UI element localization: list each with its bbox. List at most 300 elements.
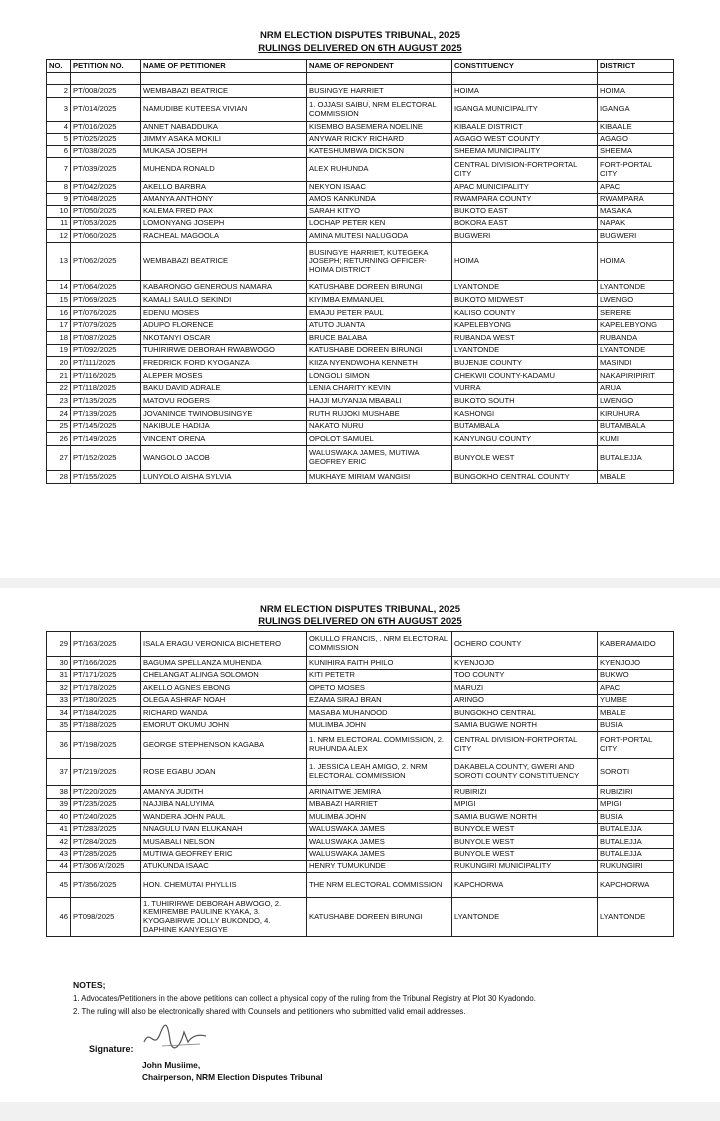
cell-petitioner: MUHENDA RONALD <box>141 158 307 182</box>
cell-district: FORT-PORTAL CITY <box>598 732 674 759</box>
cell-district: BUTALEJJA <box>598 824 674 836</box>
table-row <box>47 73 674 85</box>
table-row <box>47 218 674 230</box>
signature-label: Signature: <box>89 1044 134 1054</box>
cell-petition-no: PT/111/2025 <box>71 357 141 370</box>
cell-respondent: OPOLOT SAMUEL <box>307 433 452 446</box>
cell-respondent: MASABA MUHANOOD <box>307 707 452 720</box>
cell-no: 2 <box>47 85 71 98</box>
cell-petitioner: MUSABALI NELSON <box>141 836 307 849</box>
cell-petition-no: PT/184/2025 <box>71 707 141 720</box>
cell-petitioner: LOMONYANG JOSEPH <box>141 218 307 230</box>
cell-constituency: OCHERO COUNTY <box>452 632 598 657</box>
table-row <box>47 695 674 707</box>
cell-no: 6 <box>47 146 71 158</box>
document-subtitle: RULINGS DELIVERED ON 6TH AUGUST 2025 <box>258 616 462 627</box>
cell-no: 22 <box>47 383 71 395</box>
cell-constituency: LYANTONDE <box>452 281 598 294</box>
cell-no: 40 <box>47 811 71 824</box>
cell-no: 33 <box>47 695 71 707</box>
cell-petitioner: WANDERA JOHN PAUL <box>141 811 307 824</box>
notes-section <box>73 979 693 1018</box>
cell-district: RUKUNGIRI <box>598 861 674 873</box>
cell-respondent <box>307 73 452 85</box>
cell-petition-no: PT/025/2025 <box>71 134 141 146</box>
cell-no: 21 <box>47 370 71 383</box>
cell-constituency: BUKOTO EAST <box>452 206 598 218</box>
cell-petitioner: LUNYOLO AISHA SYLVIA <box>141 471 307 484</box>
cell-no: 7 <box>47 158 71 182</box>
cell-no: 45 <box>47 873 71 898</box>
cell-no: 5 <box>47 134 71 146</box>
cell-district: SERERE <box>598 307 674 320</box>
cell-constituency: RUBIRIZI <box>452 786 598 799</box>
cell-district: APAC <box>598 182 674 194</box>
cell-district: BUTALEJJA <box>598 849 674 861</box>
document-subtitle: RULINGS DELIVERED ON 6TH AUGUST 2025 <box>258 43 462 54</box>
table-row <box>47 682 674 695</box>
cell-no: 32 <box>47 682 71 695</box>
cell-constituency: ARINGO <box>452 695 598 707</box>
cell-petition-no: PT/155/2025 <box>71 471 141 484</box>
cell-petition-no: PT/283/2025 <box>71 824 141 836</box>
cell-petition-no: PT/235/2025 <box>71 799 141 811</box>
cell-petition-no: PT098/2025 <box>71 898 141 937</box>
cell-petition-no <box>71 73 141 85</box>
cell-petitioner: KABARONGO GENEROUS NAMARA <box>141 281 307 294</box>
cell-respondent: OKULLO FRANCIS, . NRM ELECTORAL COMMISSION <box>307 632 452 657</box>
table-row <box>47 657 674 670</box>
cell-petitioner: KALEMA FRED PAX <box>141 206 307 218</box>
cell-constituency: LYANTONDE <box>452 898 598 937</box>
table-row <box>47 849 674 861</box>
cell-district: LYANTONDE <box>598 898 674 937</box>
cell-petition-no: PT/180/2025 <box>71 695 141 707</box>
cell-respondent: LOCHAP PETER KEN <box>307 218 452 230</box>
cell-constituency: CENTRAL DIVISION-FORTPORTAL CITY <box>452 158 598 182</box>
cell-district: KAPCHORWA <box>598 873 674 898</box>
cell-respondent: LONGOLI SIMON <box>307 370 452 383</box>
table-row <box>47 786 674 799</box>
cell-petition-no: PT/163/2025 <box>71 632 141 657</box>
cell-district: NAPAK <box>598 218 674 230</box>
cell-no: 44 <box>47 861 71 873</box>
cell-constituency: AGAGO WEST COUNTY <box>452 134 598 146</box>
cell-petition-no: PT/060/2025 <box>71 230 141 243</box>
cell-no: 8 <box>47 182 71 194</box>
cell-constituency: RUKUNGIRI MUNICIPALITY <box>452 861 598 873</box>
cell-constituency: SAMIA BUGWE NORTH <box>452 720 598 732</box>
cell-petitioner: BAKU DAVID ADRALE <box>141 383 307 395</box>
rulings-table <box>46 631 674 937</box>
cell-no: 19 <box>47 345 71 357</box>
cell-respondent: 1. OJJASI SAIBU, NRM ELECTORAL COMMISSION <box>307 98 452 122</box>
cell-respondent: ATUTO JUANTA <box>307 320 452 332</box>
cell-no: 4 <box>47 122 71 134</box>
cell-no: 3 <box>47 98 71 122</box>
cell-petitioner: HON. CHEMUTAI PHYLLIS <box>141 873 307 898</box>
table-row <box>47 122 674 134</box>
cell-district: KYENJOJO <box>598 657 674 670</box>
cell-petitioner: RACHEAL MAGOOLA <box>141 230 307 243</box>
cell-no: 42 <box>47 836 71 849</box>
cell-petitioner: ISALA ERAGU VERONICA BICHETERO <box>141 632 307 657</box>
cell-petitioner: MUTIWA GEOFREY ERIC <box>141 849 307 861</box>
cell-petition-no: PT/038/2025 <box>71 146 141 158</box>
handwritten-signature <box>140 1022 210 1057</box>
cell-petitioner: WEMBABAZI BEATRICE <box>141 85 307 98</box>
cell-no: 16 <box>47 307 71 320</box>
cell-no: 34 <box>47 707 71 720</box>
cell-respondent: MUKHAYE MIRIAM WANGISI <box>307 471 452 484</box>
cell-petitioner: EDENU MOSES <box>141 307 307 320</box>
cell-respondent: KATUSHABE DOREEN BIRUNGI <box>307 898 452 937</box>
cell-district: MBALE <box>598 707 674 720</box>
cell-respondent: EMAJU PETER PAUL <box>307 307 452 320</box>
cell-petitioner: NNAGULU IVAN ELUKANAH <box>141 824 307 836</box>
cell-petitioner: NAKIBULE HADIJA <box>141 421 307 433</box>
cell-constituency: BUGWERI <box>452 230 598 243</box>
cell-district: RUBIZIRI <box>598 786 674 799</box>
cell-petition-no: PT/064/2025 <box>71 281 141 294</box>
cell-respondent: LENIA CHARITY KEVIN <box>307 383 452 395</box>
table-row <box>47 243 674 281</box>
cell-petitioner: 1. TUHIRIRWE DEBORAH ABWOGO, 2. KEMIREMBE PAULINE KYAKA, 3. KYOGABIRWE JOLLY BUKONDO, 4. DAPHINE KANYESIGYE <box>141 898 307 937</box>
cell-no: 17 <box>47 320 71 332</box>
cell-petition-no: PT/079/2025 <box>71 320 141 332</box>
cell-petition-no: PT/048/2025 <box>71 194 141 206</box>
cell-district: SOROTI <box>598 759 674 786</box>
cell-petitioner: MUKASA JOSEPH <box>141 146 307 158</box>
cell-respondent: WALUSWAKA JAMES <box>307 849 452 861</box>
cell-district: HOIMA <box>598 243 674 281</box>
cell-respondent: KITI PETETR <box>307 670 452 682</box>
table-row <box>47 357 674 370</box>
cell-petition-no: PT/284/2025 <box>71 836 141 849</box>
cell-constituency <box>452 73 598 85</box>
note-item: 2. The ruling will also be electronically shared with Counsels and petitioners who submitted valid email addresses. <box>73 1007 466 1016</box>
cell-constituency: BUNGOKHO CENTRAL <box>452 707 598 720</box>
cell-district: AGAGO <box>598 134 674 146</box>
cell-petitioner: WANGOLO JACOB <box>141 446 307 471</box>
cell-respondent: THE NRM ELECTORAL COMMISSION <box>307 873 452 898</box>
cell-no: 23 <box>47 395 71 408</box>
cell-constituency: VURRA <box>452 383 598 395</box>
cell-petitioner: ANNET NABADDUKA <box>141 122 307 134</box>
cell-respondent: EZAMA SIRAJ BRAN <box>307 695 452 707</box>
cell-no: 24 <box>47 408 71 421</box>
table-row <box>47 824 674 836</box>
cell-constituency: KALISO COUNTY <box>452 307 598 320</box>
signatory-block <box>142 1059 323 1083</box>
cell-respondent: 1. JESSICA LEAH AMIGO, 2. NRM ELECTORAL COMMISSION <box>307 759 452 786</box>
cell-petition-no: PT/356/2025 <box>71 873 141 898</box>
table-row <box>47 446 674 471</box>
cell-petitioner: FREDRICK FORD KYOGANZA <box>141 357 307 370</box>
cell-no: 36 <box>47 732 71 759</box>
cell-petition-no: PT/306'A'/2025 <box>71 861 141 873</box>
cell-respondent: KISEMBO BASEMERA NOELINE <box>307 122 452 134</box>
cell-petitioner <box>141 73 307 85</box>
cell-petition-no: PT/050/2025 <box>71 206 141 218</box>
cell-petitioner: GEORGE STEPHENSON KAGABA <box>141 732 307 759</box>
table-row <box>47 307 674 320</box>
cell-petition-no: PT/145/2025 <box>71 421 141 433</box>
table-row <box>47 182 674 194</box>
cell-respondent: HAJJI MUYANJA MBABALI <box>307 395 452 408</box>
cell-constituency: KAPCHORWA <box>452 873 598 898</box>
table-row <box>47 98 674 122</box>
cell-petitioner: MATOVU ROGERS <box>141 395 307 408</box>
cell-no: 29 <box>47 632 71 657</box>
document-title: NRM ELECTION DISPUTES TRIBUNAL, 2025 <box>259 30 461 41</box>
cell-respondent: ARINAITWE JEMIRA <box>307 786 452 799</box>
table-row <box>47 873 674 898</box>
cell-district: BUSIA <box>598 720 674 732</box>
cell-district: BUKWO <box>598 670 674 682</box>
cell-no: 28 <box>47 471 71 484</box>
cell-district: KABERAMAIDO <box>598 632 674 657</box>
cell-constituency: MARUZI <box>452 682 598 695</box>
table-row <box>47 85 674 98</box>
cell-petition-no: PT/118/2025 <box>71 383 141 395</box>
column-header-district: DISTRICT <box>598 60 674 73</box>
cell-petitioner: KAMALI SAULO SEKINDI <box>141 294 307 307</box>
cell-district: BUTALEJJA <box>598 446 674 471</box>
cell-respondent: SARAH KITYO <box>307 206 452 218</box>
cell-respondent: KUNIHIRA FAITH PHILO <box>307 657 452 670</box>
cell-petition-no: PT/149/2025 <box>71 433 141 446</box>
cell-petition-no: PT/152/2025 <box>71 446 141 471</box>
cell-respondent: BUSINGYE HARRIET <box>307 85 452 98</box>
table-row <box>47 707 674 720</box>
table-row <box>47 383 674 395</box>
cell-petition-no: PT/171/2025 <box>71 670 141 682</box>
cell-no: 12 <box>47 230 71 243</box>
cell-constituency: BUJENJE COUNTY <box>452 357 598 370</box>
cell-petition-no: PT/062/2025 <box>71 243 141 281</box>
cell-petitioner: NKOTANYI OSCAR <box>141 332 307 345</box>
cell-district: BUSIA <box>598 811 674 824</box>
cell-constituency: BUNYOLE WEST <box>452 824 598 836</box>
cell-district: MASAKA <box>598 206 674 218</box>
cell-constituency: BUNYOLE WEST <box>452 849 598 861</box>
cell-respondent: AMINA MUTESI NALUGODA <box>307 230 452 243</box>
table-row <box>47 281 674 294</box>
cell-no: 38 <box>47 786 71 799</box>
cell-no: 26 <box>47 433 71 446</box>
cell-petition-no: PT/069/2025 <box>71 294 141 307</box>
cell-petitioner: ALEPER MOSES <box>141 370 307 383</box>
cell-petitioner: TUHIRIRWE DEBORAH RWABWOGO <box>141 345 307 357</box>
signatory-name: John Musiime, <box>142 1060 201 1070</box>
cell-petition-no: PT/285/2025 <box>71 849 141 861</box>
cell-no <box>47 73 71 85</box>
cell-constituency: CENTRAL DIVISION-FORTPORTAL CITY <box>452 732 598 759</box>
table-row <box>47 632 674 657</box>
cell-no: 20 <box>47 357 71 370</box>
cell-no: 9 <box>47 194 71 206</box>
cell-district: ARUA <box>598 383 674 395</box>
cell-district: BUGWERI <box>598 230 674 243</box>
cell-petition-no: PT/053/2025 <box>71 218 141 230</box>
cell-constituency: SHEEMA MUNICIPALITY <box>452 146 598 158</box>
cell-constituency: KANYUNGU COUNTY <box>452 433 598 446</box>
cell-constituency: BUKOTO MIDWEST <box>452 294 598 307</box>
cell-petitioner: JIMMY ASAKA MOKILI <box>141 134 307 146</box>
cell-petition-no: PT/178/2025 <box>71 682 141 695</box>
cell-respondent: MULIMBA JOHN <box>307 720 452 732</box>
cell-constituency: BUNGOKHO CENTRAL COUNTY <box>452 471 598 484</box>
table-row <box>47 294 674 307</box>
cell-petition-no: PT/220/2025 <box>71 786 141 799</box>
table-row <box>47 720 674 732</box>
cell-constituency: BUKOTO SOUTH <box>452 395 598 408</box>
cell-petition-no: PT/219/2025 <box>71 759 141 786</box>
table-row <box>47 732 674 759</box>
document-title: NRM ELECTION DISPUTES TRIBUNAL, 2025 <box>259 604 461 615</box>
table-row <box>47 471 674 484</box>
cell-district: YUMBE <box>598 695 674 707</box>
table-row <box>47 811 674 824</box>
cell-petition-no: PT/135/2025 <box>71 395 141 408</box>
cell-petition-no: PT/139/2025 <box>71 408 141 421</box>
table-row <box>47 146 674 158</box>
cell-petitioner: ATUKUNDA ISAAC <box>141 861 307 873</box>
cell-constituency: DAKABELA COUNTY, GWERI AND SOROTI COUNTY CONSTITUENCY <box>452 759 598 786</box>
cell-petitioner: AKELLO AGNES EBONG <box>141 682 307 695</box>
table-row <box>47 836 674 849</box>
cell-no: 13 <box>47 243 71 281</box>
cell-district: KIRUHURA <box>598 408 674 421</box>
cell-constituency: BOKORA EAST <box>452 218 598 230</box>
cell-constituency: TOO COUNTY <box>452 670 598 682</box>
cell-petition-no: PT/240/2025 <box>71 811 141 824</box>
cell-no: 30 <box>47 657 71 670</box>
cell-petitioner: NAMUDIBE KUTEESA VIVIAN <box>141 98 307 122</box>
table-row <box>47 345 674 357</box>
cell-district: KIBAALE <box>598 122 674 134</box>
table-row <box>47 861 674 873</box>
cell-constituency: BUNYOLE WEST <box>452 446 598 471</box>
cell-district: RWAMPARA <box>598 194 674 206</box>
table-row <box>47 194 674 206</box>
cell-petitioner: NAJJIBA NALUYIMA <box>141 799 307 811</box>
cell-constituency: KYENJOJO <box>452 657 598 670</box>
note-item: 1. Advocates/Petitioners in the above petitions can collect a physical copy of the ruling from the Tribunal Registry at Plot 30 Kyadondo. <box>73 994 536 1003</box>
cell-respondent: MBABAZI HARRIET <box>307 799 452 811</box>
cell-no: 43 <box>47 849 71 861</box>
cell-petitioner: ROSE EGABU JOAN <box>141 759 307 786</box>
cell-petitioner: AMANYA ANTHONY <box>141 194 307 206</box>
cell-respondent: KIYIMBA EMMANUEL <box>307 294 452 307</box>
document-page-2 <box>0 588 720 1102</box>
cell-no: 35 <box>47 720 71 732</box>
cell-petitioner: AKELLO BARBRA <box>141 182 307 194</box>
notes-title: NOTES; <box>73 980 106 990</box>
cell-constituency: HOIMA <box>452 85 598 98</box>
cell-petition-no: PT/116/2025 <box>71 370 141 383</box>
cell-no: 18 <box>47 332 71 345</box>
cell-no: 46 <box>47 898 71 937</box>
cell-district: NAKAPIRIPIRIT <box>598 370 674 383</box>
cell-petition-no: PT/166/2025 <box>71 657 141 670</box>
cell-constituency: KASHONGI <box>452 408 598 421</box>
table-row <box>47 332 674 345</box>
cell-petition-no: PT/188/2025 <box>71 720 141 732</box>
table-row <box>47 230 674 243</box>
table-row <box>47 433 674 446</box>
cell-constituency: BUNYOLE WEST <box>452 836 598 849</box>
cell-respondent: AMOS KANKUNDA <box>307 194 452 206</box>
cell-respondent: RUTH RUJOKI MUSHABE <box>307 408 452 421</box>
cell-petitioner: WEMBABAZI BEATRICE <box>141 243 307 281</box>
cell-district: LWENGO <box>598 395 674 408</box>
cell-district: LYANTONDE <box>598 345 674 357</box>
cell-constituency: HOIMA <box>452 243 598 281</box>
cell-petitioner: RICHARD WANDA <box>141 707 307 720</box>
cell-no: 10 <box>47 206 71 218</box>
cell-district: HOIMA <box>598 85 674 98</box>
table-row <box>47 158 674 182</box>
cell-no: 27 <box>47 446 71 471</box>
table-row <box>47 395 674 408</box>
table-row <box>47 421 674 433</box>
cell-no: 37 <box>47 759 71 786</box>
cell-respondent: HENRY TUMUKUNDE <box>307 861 452 873</box>
cell-petitioner: AMANYA JUDITH <box>141 786 307 799</box>
cell-respondent: BUSINGYE HARRIET, KUTEGEKA JOSEPH; RETURNING OFFICER-HOIMA DISTRICT <box>307 243 452 281</box>
cell-respondent: KATUSHABE DOREEN BIRUNGI <box>307 345 452 357</box>
cell-petition-no: PT/014/2025 <box>71 98 141 122</box>
cell-district: IGANGA <box>598 98 674 122</box>
cell-district: MBALE <box>598 471 674 484</box>
cell-petitioner: EMORUT OKUMU JOHN <box>141 720 307 732</box>
cell-district: KAPELEBYONG <box>598 320 674 332</box>
cell-petition-no: PT/039/2025 <box>71 158 141 182</box>
cell-constituency: MPIGI <box>452 799 598 811</box>
signatory-title: Chairperson, NRM Election Disputes Tribunal <box>142 1072 323 1082</box>
cell-constituency: SAMIA BUGWE NORTH <box>452 811 598 824</box>
table-row <box>47 206 674 218</box>
cell-petition-no: PT/087/2025 <box>71 332 141 345</box>
cell-respondent: BRUCE BALABA <box>307 332 452 345</box>
cell-district: BUTALEJJA <box>598 836 674 849</box>
cell-respondent: NEKYON ISAAC <box>307 182 452 194</box>
cell-petitioner: JOVANINCE TWINOBUSINGYE <box>141 408 307 421</box>
rulings-table <box>46 59 674 484</box>
column-header-constituency: CONSTITUENCY <box>452 60 598 73</box>
cell-respondent: ANYWAR RICKY RICHARD <box>307 134 452 146</box>
cell-district: RUBANDA <box>598 332 674 345</box>
cell-constituency: CHEKWII COUNTY-KADAMU <box>452 370 598 383</box>
cell-no: 31 <box>47 670 71 682</box>
cell-constituency: RUBANDA WEST <box>452 332 598 345</box>
table-row <box>47 898 674 937</box>
cell-respondent: NAKATO NURU <box>307 421 452 433</box>
column-header-no: NO. <box>47 60 71 73</box>
cell-respondent: WALUSWAKA JAMES, MUTIWA GEOFREY ERIC <box>307 446 452 471</box>
table-row <box>47 799 674 811</box>
cell-petition-no: PT/042/2025 <box>71 182 141 194</box>
cell-constituency: APAC MUNICIPALITY <box>452 182 598 194</box>
cell-district: BUTAMBALA <box>598 421 674 433</box>
cell-respondent: WALUSWAKA JAMES <box>307 824 452 836</box>
table-row <box>47 759 674 786</box>
cell-constituency: RWAMPARA COUNTY <box>452 194 598 206</box>
table-row <box>47 408 674 421</box>
cell-district: MASINDI <box>598 357 674 370</box>
